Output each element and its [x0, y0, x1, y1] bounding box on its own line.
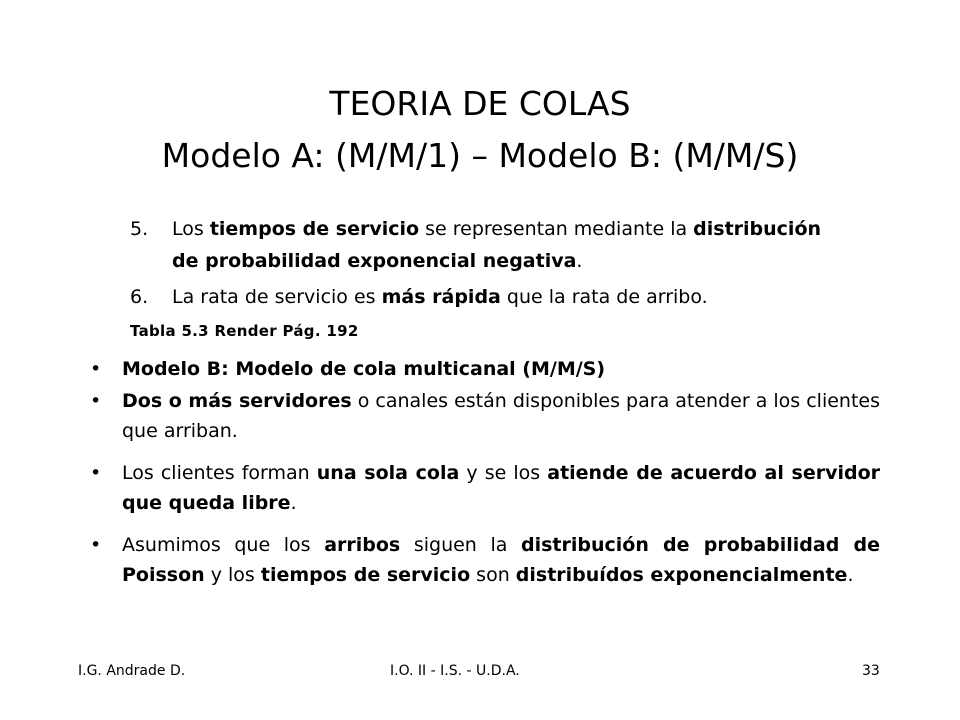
bullet-icon: •	[90, 462, 102, 484]
numbered-item	[130, 281, 830, 313]
bullet-icon: •	[90, 390, 102, 412]
bullet-item	[90, 386, 880, 446]
item-text: La rata de servicio es más rápida que la rata de arribo.	[172, 286, 708, 308]
item-text: Los tiempos de servicio se representan mediante la distribución de probabilidad exponencial negativa.	[172, 218, 822, 272]
slide-title-line-1: TEORIA DE COLAS	[329, 84, 631, 123]
bullet-icon: •	[90, 358, 102, 380]
bullet-text: Dos o más servidores o canales están disponibles para atender a los clientes que arriban.	[122, 390, 880, 442]
bullet-text: Asumimos que los arribos siguen la distribución de probabilidad de Poisson y los tiempos de servicio son distribuídos exponencialmente.	[122, 534, 880, 586]
bullet-list	[90, 354, 880, 602]
item-number: 5.	[130, 218, 149, 240]
item-number: 6.	[130, 286, 149, 308]
numbered-item	[130, 213, 830, 277]
bullet-text: Los clientes forman una sola cola y se los atiende de acuerdo al servidor que queda libre.	[122, 462, 881, 514]
bullet-item	[90, 530, 880, 590]
numbered-list	[130, 213, 830, 313]
footer-page-number: 33	[862, 663, 880, 679]
slide-title	[0, 78, 960, 182]
footer-author: I.G. Andrade D.	[78, 663, 186, 679]
table-reference: Tabla 5.3 Render Pág. 192	[130, 322, 359, 340]
bullet-item	[90, 458, 880, 518]
slide-title-line-2: Modelo A: (M/M/1) – Modelo B: (M/M/S)	[161, 136, 799, 175]
bullet-icon: •	[90, 534, 102, 556]
footer-course: I.O. II - I.S. - U.D.A.	[390, 663, 520, 679]
bullet-item	[90, 354, 880, 384]
bullet-text: Modelo B: Modelo de cola multicanal (M/M/S)	[122, 358, 606, 380]
